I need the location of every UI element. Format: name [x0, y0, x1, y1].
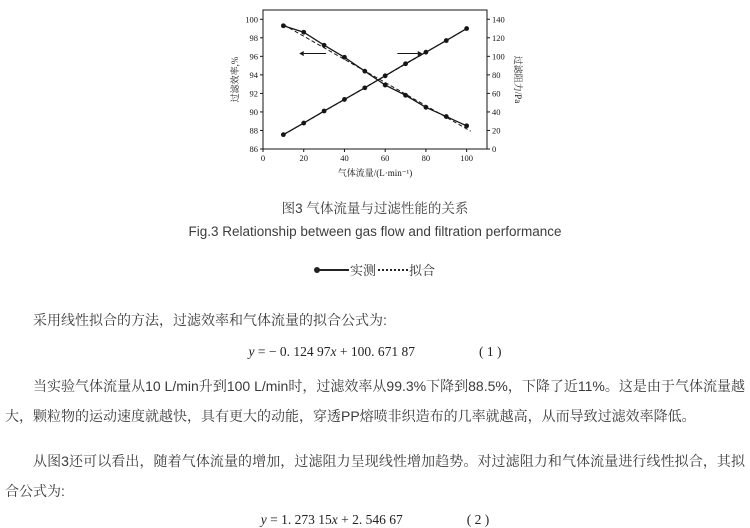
svg-text:0: 0	[492, 144, 497, 154]
svg-text:98: 98	[249, 32, 258, 43]
svg-text:40: 40	[340, 153, 349, 163]
legend-measured-label: 实测	[349, 263, 376, 278]
paragraph-fit-intro: 采用线性拟合的方法，过滤效率和气体流量的拟合公式为:	[33, 312, 387, 328]
svg-text:90: 90	[249, 106, 258, 117]
svg-text:80: 80	[492, 69, 501, 80]
equation-2-body: y = 1. 273 15x + 2. 546 67	[260, 512, 403, 527]
legend-fitted-label: 拟合	[409, 263, 436, 278]
equation-1	[5, 344, 745, 360]
chart-svg	[227, 4, 523, 186]
svg-text:100: 100	[245, 14, 258, 25]
figure-legend	[0, 260, 750, 279]
equation-1-number: ( 1 )	[478, 344, 502, 359]
svg-text:140: 140	[492, 14, 505, 25]
svg-text:过滤阻力/Pa: 过滤阻力/Pa	[513, 55, 523, 104]
svg-text:20: 20	[299, 153, 308, 163]
paragraph-efficiency-discussion: 当实验气体流量从10 L/min升到100 L/min时，过滤效率从99.3%下降到88.5%，下降了近11%。这是由于气体流量越大，颗粒物的运动速度就越快，具有更大的动能，穿透PP熔喷非织造布的几率就越高，从而导致过滤效率降低。	[5, 378, 745, 424]
svg-text:0: 0	[260, 153, 266, 163]
svg-text:96: 96	[249, 51, 258, 62]
svg-text:86: 86	[249, 144, 258, 154]
figure-caption-zh: 图3 气体流量与过滤性能的关系	[281, 201, 469, 216]
svg-text:92: 92	[249, 88, 258, 99]
svg-text:120: 120	[492, 32, 505, 43]
equation-2	[5, 512, 745, 528]
figure-caption-en: Fig.3 Relationship between gas flow and filtration performance	[188, 224, 562, 239]
svg-text:过滤效率,%: 过滤效率,%	[230, 56, 240, 103]
svg-text:40: 40	[492, 106, 501, 117]
svg-text:100: 100	[492, 51, 505, 62]
svg-text:60: 60	[380, 153, 390, 163]
body-text	[0, 305, 750, 528]
svg-text:气体流量/(L·min⁻¹): 气体流量/(L·min⁻¹)	[337, 168, 413, 178]
equation-1-body: y = − 0. 124 97x + 100. 671 87	[248, 344, 415, 359]
svg-text:100: 100	[460, 153, 474, 163]
svg-text:80: 80	[421, 153, 431, 163]
svg-text:60: 60	[492, 88, 501, 99]
equation-2-number: ( 2 )	[466, 512, 490, 527]
svg-text:94: 94	[249, 69, 258, 80]
svg-text:20: 20	[492, 125, 501, 136]
svg-text:88: 88	[249, 125, 258, 136]
paragraph-resistance-discussion: 从图3还可以看出，随着气体流量的增加，过滤阻力呈现线性增加趋势。对过滤阻力和气体流量进行线性拟合，其拟合公式为:	[5, 453, 745, 499]
fitted-dashed-line-icon	[378, 269, 408, 271]
measured-line-dot-icon	[315, 269, 349, 271]
